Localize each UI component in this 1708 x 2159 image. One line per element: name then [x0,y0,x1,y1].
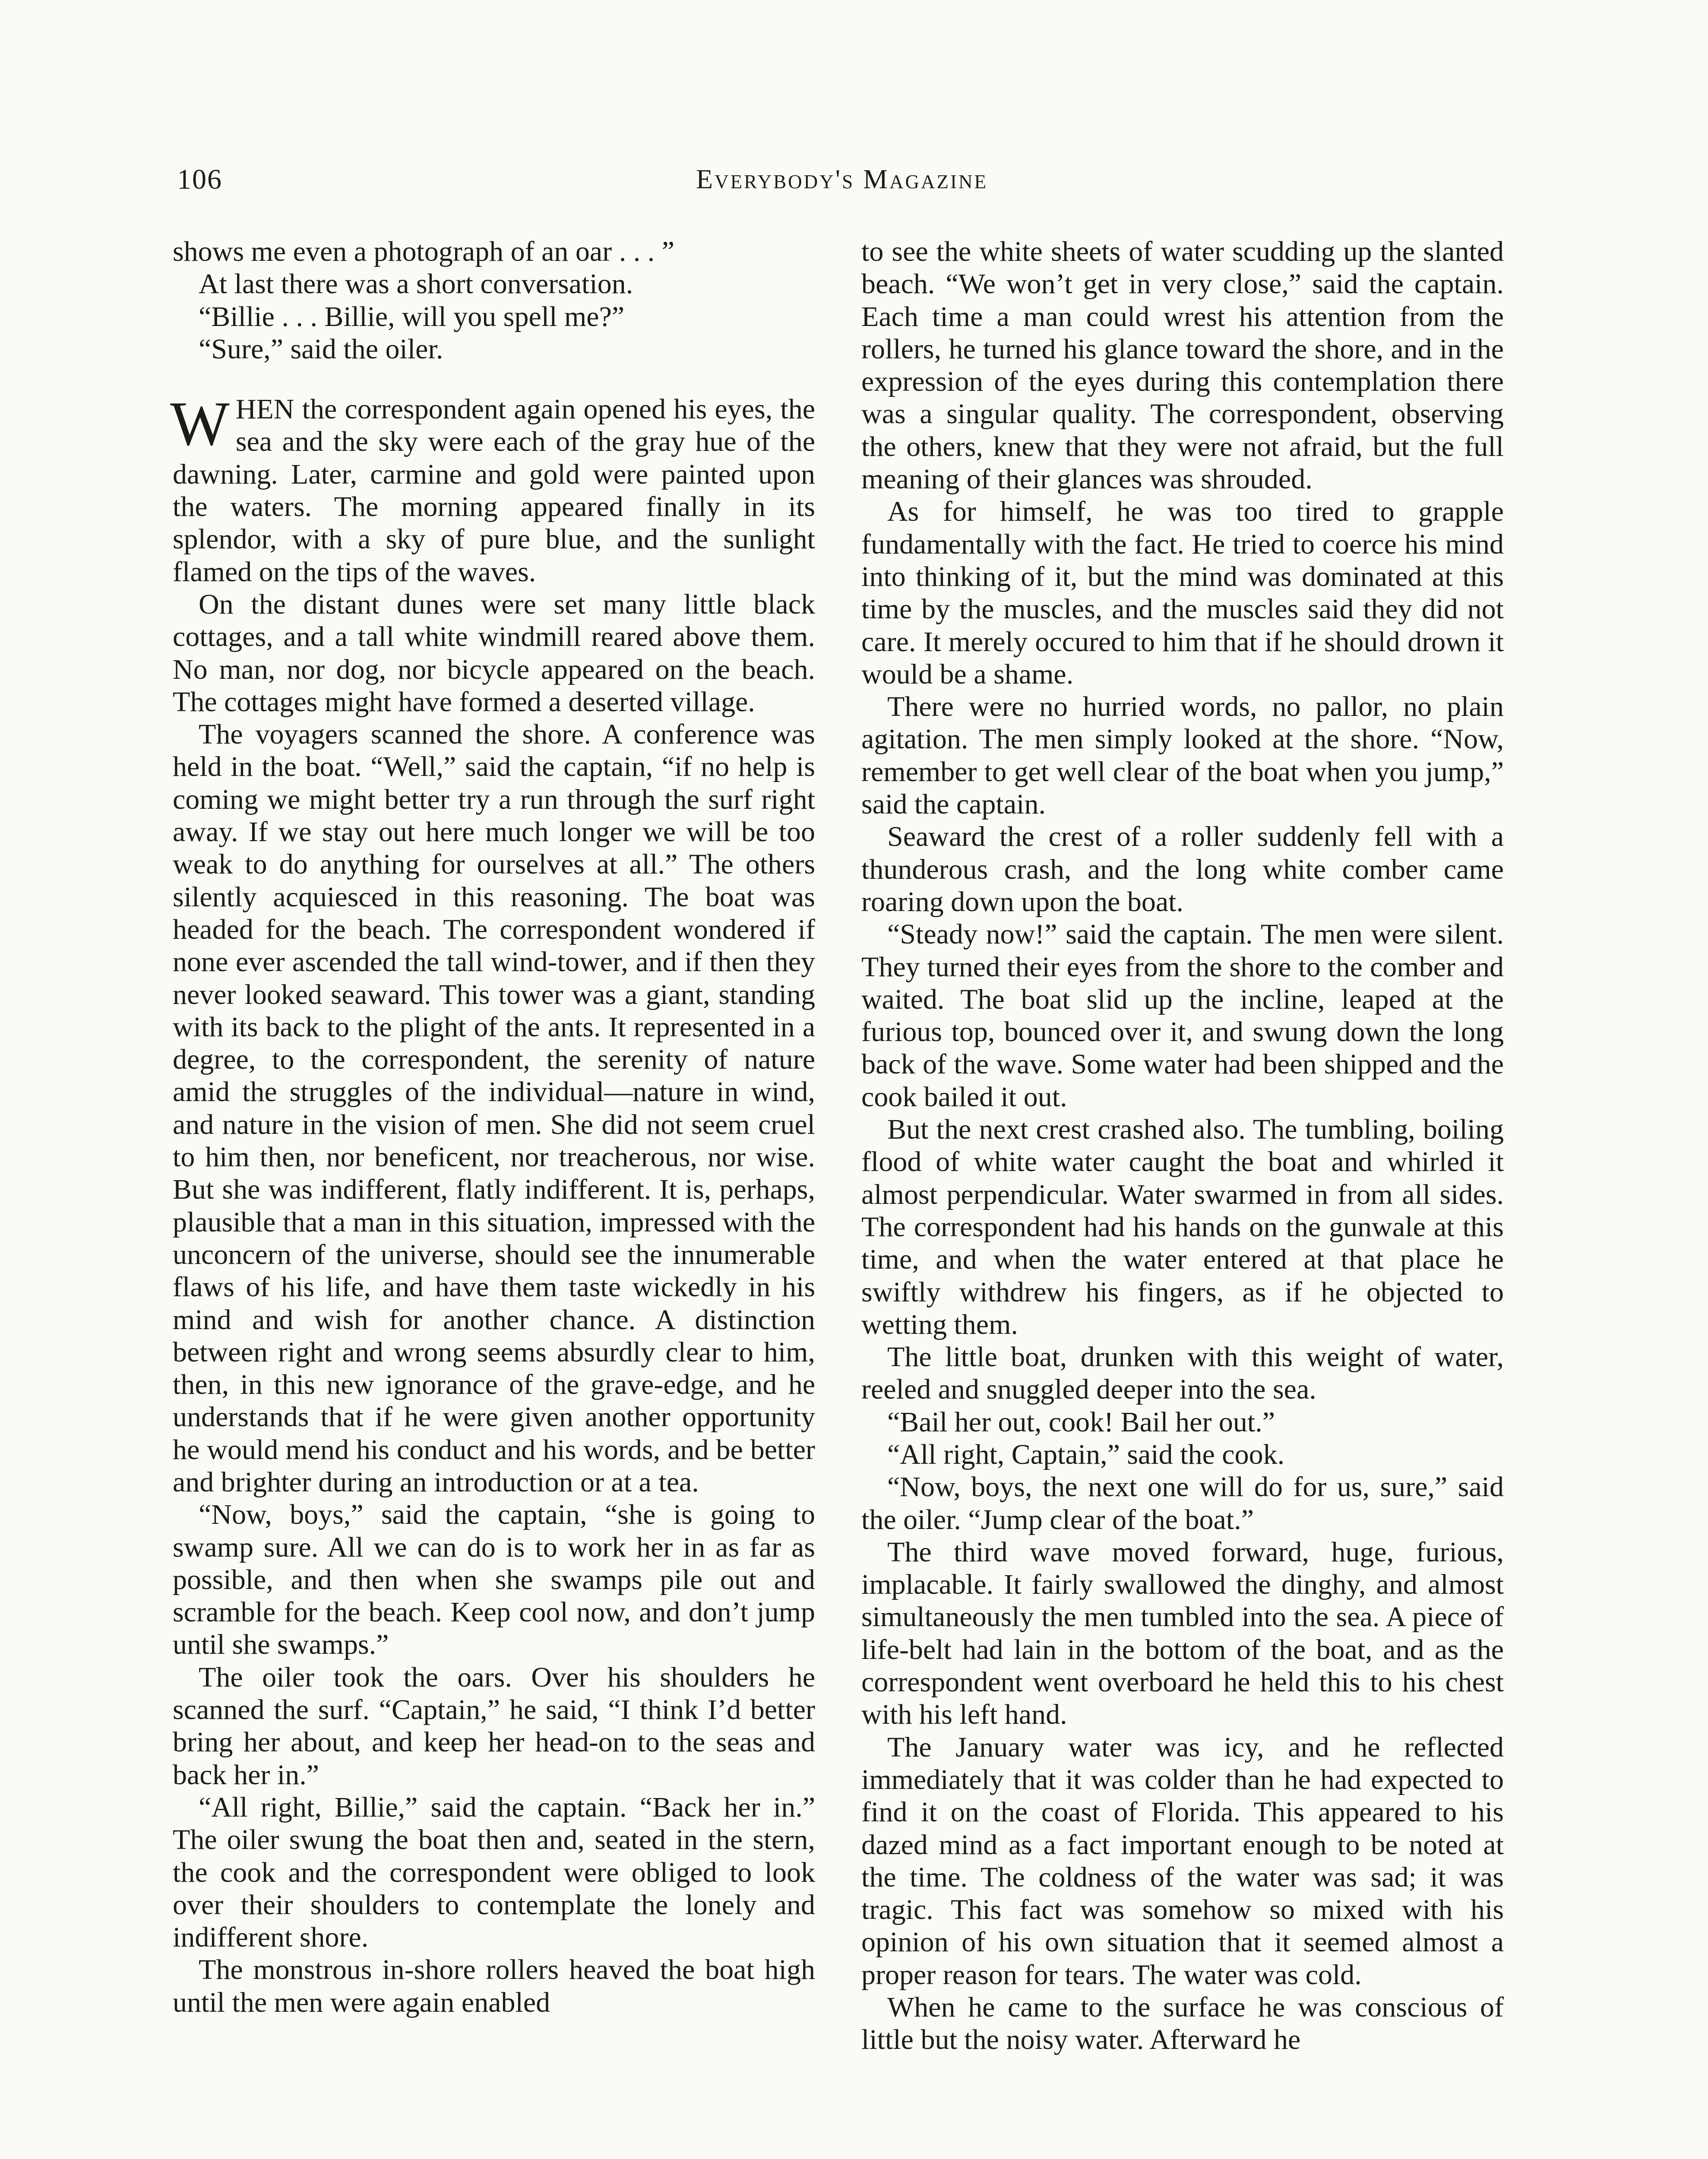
paragraph: “Steady now!” said the captain. The men were silent. They turned their eyes from the shore to the comber and waited. The boat slid up the incline, leaped at the furious top, bounced over it, and swung down the long back of the wave. Some water had been shipped and the cook bailed it out. [861,918,1504,1113]
paragraph: “Sure,” said the oiler. [199,333,443,365]
paragraph: The third wave moved forward, huge, furious, implacable. It fairly swallowed the dinghy, and almost simultaneously the men tumbled into the sea. A piece of life-belt had lain in the bottom of the boat, and as the correspondent went overboard he held this to his chest with his left hand. [861,1536,1504,1731]
section-opening-paragraph [170,389,815,588]
page-number: 106 [177,164,222,195]
paragraph: “Now, boys,” said the captain, “she is going to swamp sure. All we can do is to work her in as far as possible, and then when she swamps pile out and scramble for the beach. Keep cool now, and don’t jump until she swamps.” [173,1499,815,1661]
paragraph: When he came to the surface he was conscious of little but the noisy water. Afterward he [861,1991,1504,2056]
paragraph: As for himself, he was too tired to grapple fundamentally with the fact. He tried to coerce his mind into thinking of it, but the mind was dominated at this time by the muscles, and the muscles said they did not care. It merely occured to him that if he should drown it would be a shame. [861,496,1504,690]
paragraph: There were no hurried words, no pallor, no plain agitation. The men simply looked at the shore. “Now, remember to get well clear of the boat when you jump,” said the captain. [861,691,1504,820]
paragraph: The oiler took the oars. Over his shoulders he scanned the surf. “Captain,” he said, “I think I’d better bring her about, and keep her head-on to the seas and back her in.” [173,1661,815,1791]
paragraph: The monstrous in-shore rollers heaved the boat high until the men were again enabled [173,1954,815,2018]
paragraph: At last there was a short conversation. [199,268,633,300]
paragraph: The little boat, drunken with this weight of water, reeled and snuggled deeper into the sea. [861,1341,1504,1406]
running-head: Everybody's Magazine [696,164,988,194]
drop-cap: W [170,389,230,459]
paragraph-text: HEN the correspondent again opened his eyes, the sea and the sky were each of the gray hue of the dawning. Later, carmine and gold were painted upon the waters. The morning appeared finally in its splendor, with a sky of pure blue, and the sunlight flamed on the tips of the waves. [173,393,815,588]
paragraph: The January water was icy, and he reflected immediately that it was colder than he had expected to find it on the coast of Florida. This appeared to his dazed mind as a fact important enough to be noted at the time. The coldness of the water was sad; it was tragic. This fact was somehow so mixed with his opinion of his own situation that it seemed almost a proper reason for tears. The water was cold. [861,1731,1504,1991]
paragraph: “Now, boys, the next one will do for us, sure,” said the oiler. “Jump clear of the boat.” [861,1471,1504,1535]
paragraph: On the distant dunes were set many little black cottages, and a tall white windmill reared above them. No man, nor dog, nor bicycle appeared on the beach. The cottages might have formed a deserted village. [173,588,815,718]
left-column [170,235,815,2019]
paragraph: to see the white sheets of water scudding up the slanted beach. “We won’t get in very close,” said the captain. Each time a man could wrest his attention from the rollers, he turned his glance toward the shore, and in the expression of the eyes during this contemplation there was a singular quality. The correspondent, observing the others, knew that they were not afraid, but the full meaning of their glances was shrouded. [861,236,1504,495]
paragraph: “Bail her out, cook! Bail her out.” [887,1406,1275,1438]
paragraph: shows me even a photograph of an oar . . . ” [173,236,674,267]
paragraph: “Billie . . . Billie, will you spell me?” [199,301,625,332]
paragraph: But the next crest crashed also. The tumbling, boiling flood of white water caught the boat and whirled it almost perpendicular. Water swarmed in from all sides. The correspondent had his hands on the gunwale at this time, and when the water entered at that place he swiftly withdrew his fingers, as if he objected to wetting them. [861,1114,1504,1340]
page-header [177,163,1507,211]
paragraph: “All right, Billie,” said the captain. “Back her in.” The oiler swung the boat then and, seated in the stern, the cook and the correspondent were obliged to look over their shoulders to contemplate the lonely and indifferent shore. [173,1791,815,1953]
paragraph: “All right, Captain,” said the cook. [887,1438,1285,1470]
paragraph: Seaward the crest of a roller suddenly fell with a thunderous crash, and the long white comber came roaring down upon the boat. [861,821,1504,918]
paragraph: The voyagers scanned the shore. A conference was held in the boat. “Well,” said the captain, “if no help is coming we might better try a run through the surf right away. If we stay out here much longer we will be too weak to do anything for ourselves at all.” The others silently acquiesced in this reasoning. The boat was headed for the beach. The correspondent wondered if none ever ascended the tall wind-tower, and if then they never looked seaward. This tower was a giant, standing with its back to the plight of the ants. It represented in a degree, to the correspondent, the serenity of nature amid the struggles of the individual—nature in wind, and nature in the vision of men. She did not seem cruel to him then, nor beneficent, nor treacherous, nor wise. But she was indifferent, flatly indifferent. It is, perhaps, plausible that a man in this situation, impressed with the unconcern of the universe, should see the innumerable flaws of his life, and have them taste wickedly in his mind and wish for another chance. A distinction between right and wrong seems absurdly clear to him, then, in this new ignorance of the grave-edge, and he understands that if he were given another opportunity he would mend his conduct and his words, and be better and brighter during an introduction or at a tea. [173,719,815,1498]
right-column [861,235,1504,2056]
